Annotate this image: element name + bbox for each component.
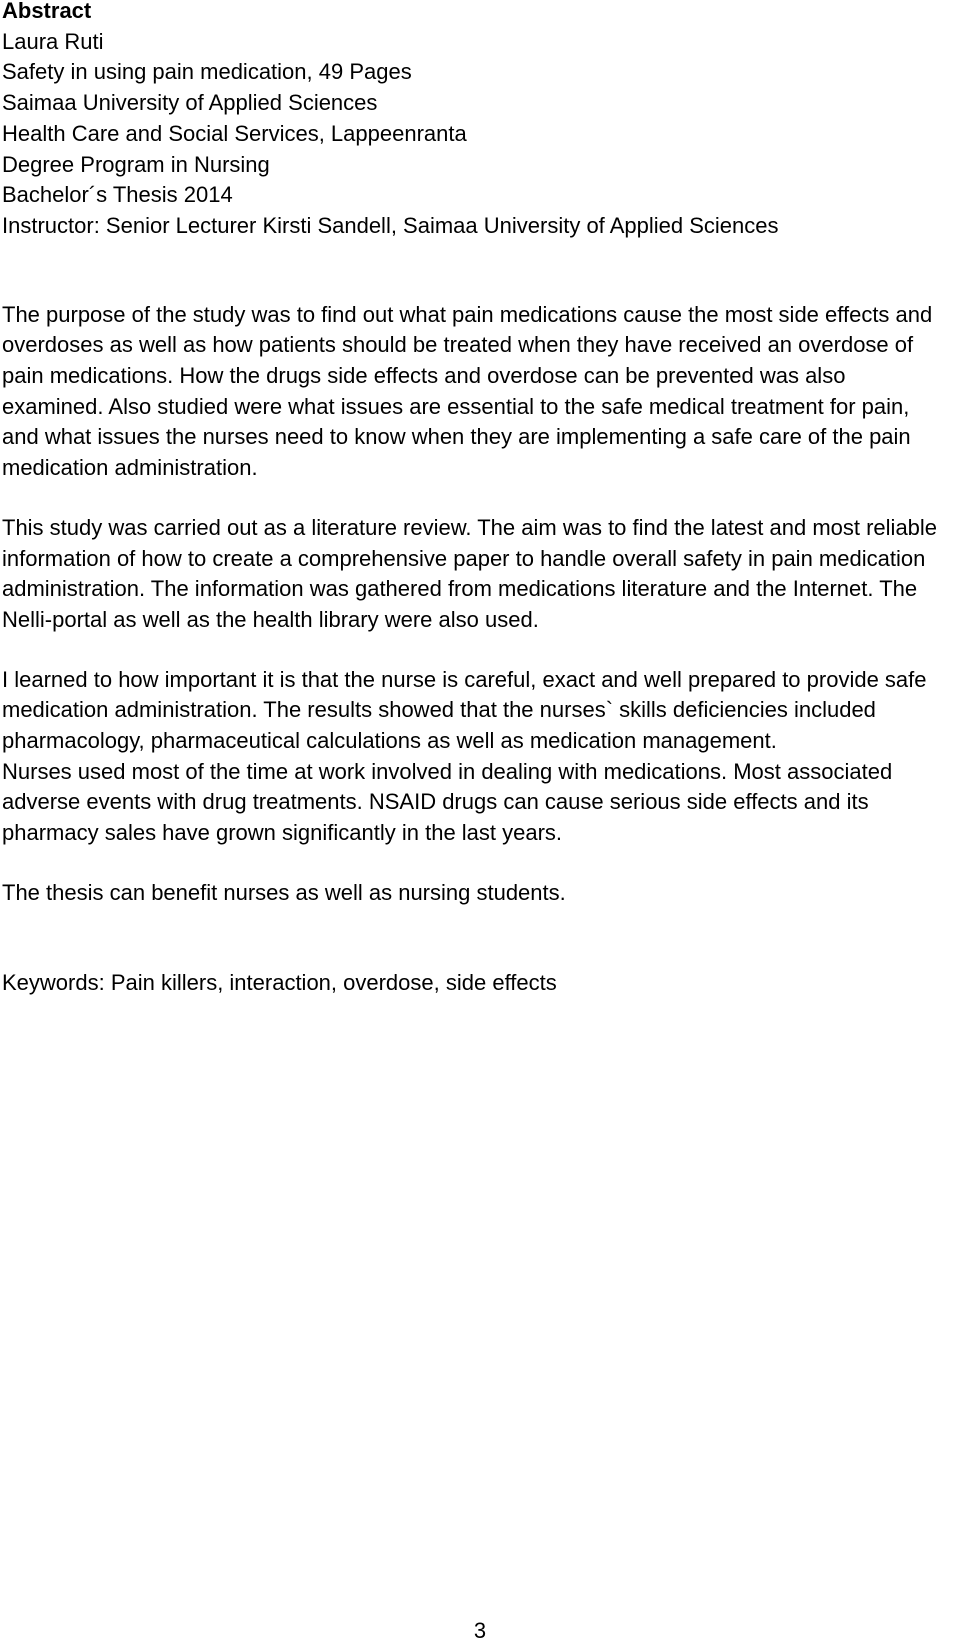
spacer [2, 849, 952, 878]
paragraph-nurses: Nurses used most of the time at work involved in dealing with medications. Most associated adverse events with drug treatments. NSAID drugs can cause serious side effects and its pharmacy sales have grown significantly in the last years. [2, 758, 893, 846]
instructor-line: Instructor: Senior Lecturer Kirsti Sandell, Saimaa University of Applied Sciences [2, 212, 779, 238]
keywords-line: Keywords: Pain killers, interaction, overdose, side effects [2, 969, 557, 995]
thesis-title: Safety in using pain medication, 49 Pages [2, 59, 412, 85]
thesis-meta-block [2, 27, 952, 242]
paragraph-benefit: The thesis can benefit nurses as well as nursing students. [2, 879, 566, 905]
paragraph-purpose: The purpose of the study was to find out what pain medications cause the most side effects and overdoses as well as how patients should be treated when they have received an overdose of pain medications. How the drugs side effects and overdose can be prevented was also examined. Also studied were what issues are essential to the safe medical treatment for pain, and what issues the nurses need to know when they are implementing a safe care of the pain medication administration. [2, 301, 933, 481]
faculty-name: Health Care and Social Services, Lappeenranta [2, 120, 467, 146]
university-name: Saimaa University of Applied Sciences [2, 90, 378, 116]
spacer [2, 242, 952, 300]
author-name: Laura Ruti [2, 28, 104, 54]
abstract-heading: Abstract [2, 0, 92, 23]
paragraph-results: I learned to how important it is that the nurse is careful, exact and well prepared to provide safe medication administration. The results showed that the nurses` skills deficiencies included pharmacology, pharmaceutical calculations as well as medication management. [2, 666, 927, 754]
abstract-content [2, 0, 952, 998]
page-number: 3 [473, 1618, 487, 1643]
paragraph-method: This study was carried out as a literature review. The aim was to find the latest and most reliable information of how to create a comprehensive paper to handle overall safety in pain medication administration. The information was gathered from medications literature and the Internet. The Nelli-portal as well as the health library were also used. [2, 514, 938, 632]
spacer [2, 484, 952, 513]
thesis-type-year: Bachelor´s Thesis 2014 [2, 182, 233, 208]
degree-program: Degree Program in Nursing [2, 151, 270, 177]
spacer [2, 636, 952, 665]
spacer [2, 909, 952, 968]
